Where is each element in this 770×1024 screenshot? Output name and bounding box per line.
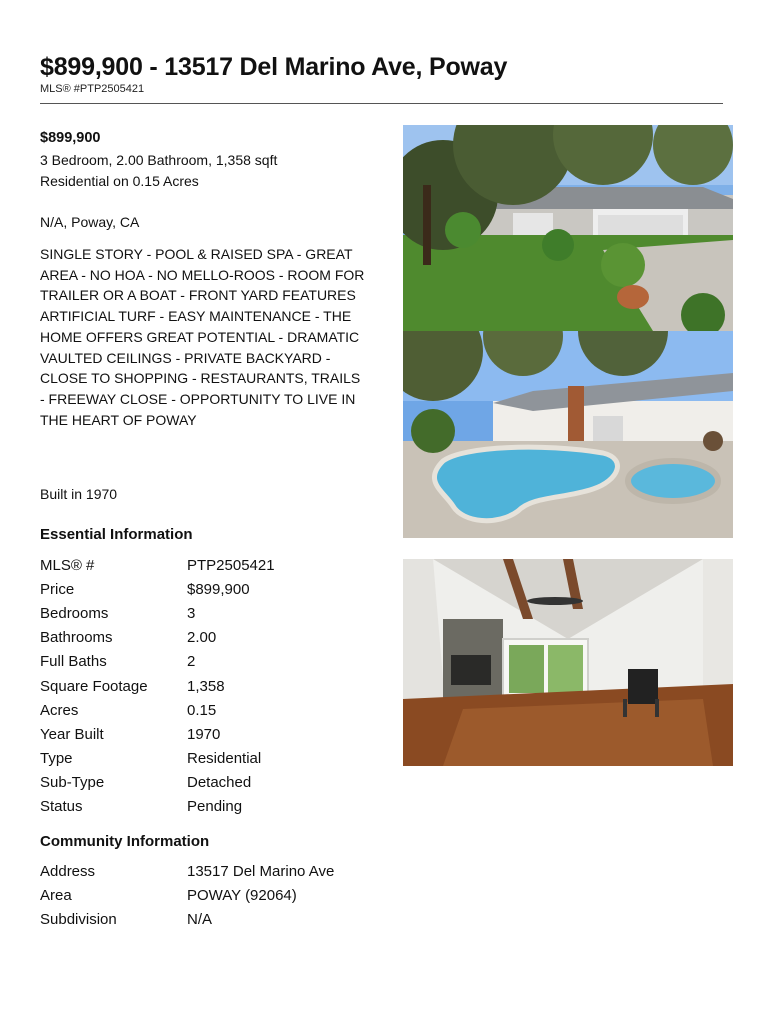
essential-row <box>40 747 370 771</box>
essential-row <box>40 722 370 746</box>
community-row <box>40 883 370 907</box>
essential-value: 3 <box>187 604 196 622</box>
essential-row <box>40 650 370 674</box>
essential-info-heading: Essential Information <box>40 526 193 543</box>
essential-value: 0.15 <box>187 701 217 719</box>
header-divider <box>40 103 723 104</box>
photo-backyard-pool[interactable] <box>403 331 733 538</box>
community-label: Area <box>40 886 72 904</box>
mls-number-subtitle: MLS® #PTP2505421 <box>40 83 145 95</box>
essential-value: Pending <box>187 798 243 816</box>
essential-row <box>40 698 370 722</box>
essential-value: Residential <box>187 750 262 768</box>
essential-value: 1970 <box>187 725 221 743</box>
essential-label: Square Footage <box>40 677 148 695</box>
essential-row <box>40 626 370 650</box>
community-value: 13517 Del Marino Ave <box>187 862 335 880</box>
summary-beds-baths-sqft: 3 Bedroom, 2.00 Bathroom, 1,358 sqft <box>40 152 278 168</box>
built-year-text: Built in 1970 <box>40 486 118 502</box>
community-info-heading: Community Information <box>40 833 210 850</box>
essential-row <box>40 771 370 795</box>
essential-row <box>40 795 370 819</box>
summary-price: $899,900 <box>40 130 101 146</box>
essential-label: MLS® # <box>40 556 95 574</box>
page-title: $899,900 - 13517 Del Marino Ave, Poway <box>40 53 508 81</box>
essential-label: Price <box>40 580 75 598</box>
essential-value: $899,900 <box>187 580 250 598</box>
essential-row <box>40 601 370 625</box>
community-row <box>40 907 370 931</box>
essential-value: 2.00 <box>187 629 217 647</box>
community-label: Address <box>40 862 96 880</box>
essential-label: Bedrooms <box>40 604 109 622</box>
essential-label: Sub-Type <box>40 774 105 792</box>
community-row <box>40 859 370 883</box>
summary-type-acres: Residential on 0.15 Acres <box>40 173 199 189</box>
essential-value: 1,358 <box>187 677 225 695</box>
essential-row <box>40 674 370 698</box>
essential-value: PTP2505421 <box>187 556 275 574</box>
essential-label: Type <box>40 750 73 768</box>
essential-label: Year Built <box>40 725 104 743</box>
essential-label: Acres <box>40 701 79 719</box>
essential-value: 2 <box>187 653 196 671</box>
community-label: Subdivision <box>40 910 117 928</box>
listing-description: SINGLE STORY - POOL & RAISED SPA - GREAT AREA - NO HOA - NO MELLO-ROOS - ROOM FOR TRAILER OR A BOAT - FRONT YARD FEATURES ARTIFICIAL TURF - EASY MAINTENANCE - THE HOME OFFERS GREAT POTENTIAL - DRAMATIC VAULTED CEILINGS - PRIVATE BACKYARD - CLOSE TO SHOPPING - RESTAURANTS, TRAILS - FREEWAY CLOSE - OPPORTUNITY TO LIVE IN THE HEART OF POWAY <box>40 246 365 428</box>
photo-front-exterior[interactable] <box>403 125 733 331</box>
photo-living-room[interactable] <box>403 559 733 766</box>
community-value: N/A <box>187 910 213 928</box>
essential-label: Bathrooms <box>40 629 113 647</box>
community-info-table <box>40 859 370 932</box>
summary-block <box>40 130 370 430</box>
essential-label: Status <box>40 798 83 816</box>
essential-info-table <box>40 553 370 819</box>
essential-value: Detached <box>187 774 252 792</box>
summary-location: N/A, Poway, CA <box>40 214 140 230</box>
essential-label: Full Baths <box>40 653 107 671</box>
essential-row <box>40 577 370 601</box>
community-value: POWAY (92064) <box>187 886 297 904</box>
essential-row <box>40 553 370 577</box>
